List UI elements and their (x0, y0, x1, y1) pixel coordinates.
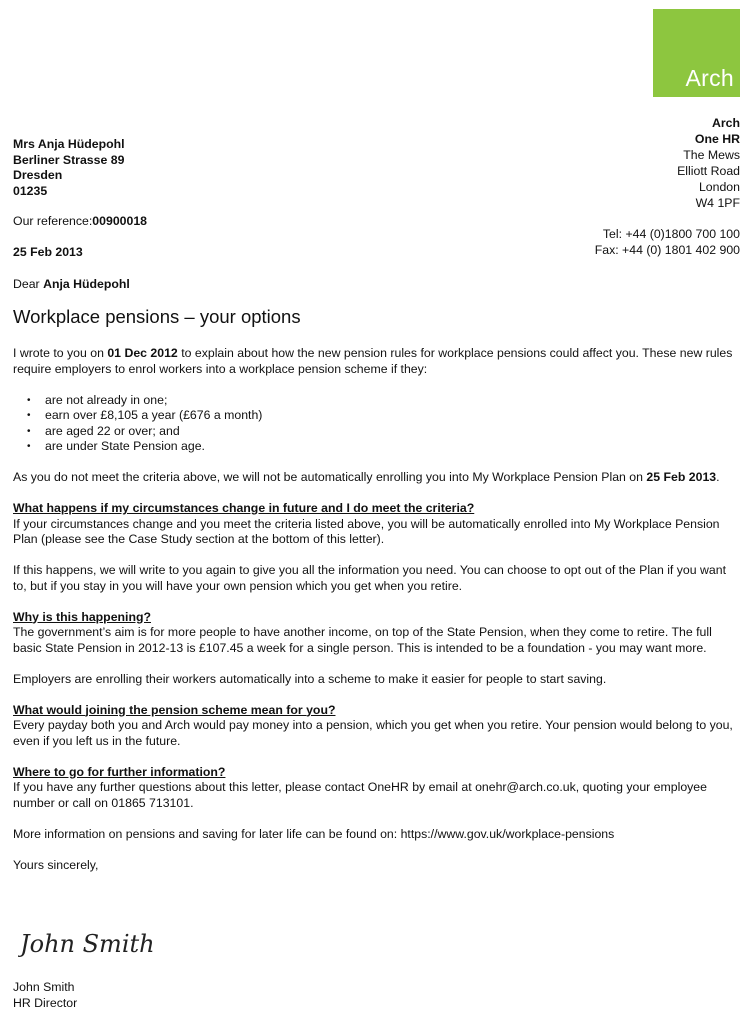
salutation (13, 277, 130, 293)
sender-company: Arch (711, 116, 740, 130)
section-text: If you have any further questions about this letter, please contact OneHR by email at onehr@arch.co.uk, quoting your employee number or call on 01865 713101. (13, 780, 707, 810)
reference (13, 214, 147, 230)
signatory (13, 980, 77, 1011)
not-meet-paragraph (13, 470, 743, 486)
change-section (13, 501, 743, 548)
signature-text: John Smith (20, 930, 155, 958)
arch-logo (653, 9, 740, 97)
section-paragraph: If this happens, we will write to you again to give you all the information you need. You can choose to opt out of the Plan if you want to, but if you stay in you will have your own pension which you get when you retire. (13, 563, 726, 593)
fax: Fax: +44 (0) 1801 402 900 (594, 243, 740, 257)
sender-address (677, 115, 740, 211)
intro-paragraph (13, 346, 743, 377)
recipient-address-line: Berliner Strasse 89 (13, 152, 125, 167)
recipient-address-line: Dresden (13, 168, 63, 182)
logo-text: Arch (685, 65, 734, 91)
closing: Yours sincerely, (13, 857, 99, 872)
section-paragraph: More information on pensions and saving for later life can be found on: https://www.gov.uk/workplace-pensions (13, 826, 615, 841)
intro-text: to explain about how the new pension rules for workplace pensions could affect you. These new rules require employers to enrol workers into a workplace pension scheme if they: (13, 346, 733, 376)
section-text: Every payday both you and Arch would pay money into a pension, which you get when you retire. Your pension would belong to you, even if you left us in the future. (13, 718, 733, 748)
letter-body (13, 346, 743, 889)
not-meet-text: . (716, 470, 720, 484)
reference-value: 00900018 (92, 214, 148, 228)
salutation-prefix: Dear (13, 277, 44, 291)
joining-section (13, 703, 743, 750)
list-item: • are under State Pension age. (29, 439, 743, 455)
telephone: Tel: +44 (0)1800 700 100 (602, 227, 740, 241)
not-meet-text: As you do not meet the criteria above, we will not be automatically enrolling you into My Workplace Pension Plan on (13, 470, 647, 484)
section-heading: Why is this happening? (13, 609, 151, 624)
section-heading: What happens if my circumstances change in future and I do meet the criteria? (13, 501, 475, 515)
why-section (13, 610, 743, 657)
section-paragraph: Employers are enrolling their workers automatically into a scheme to make it easier for people to start saving. (13, 671, 607, 686)
recipient-address (13, 137, 125, 199)
reference-label: Our reference: (13, 214, 93, 228)
intro-date: 01 Dec 2012 (107, 346, 178, 360)
sender-address-line: W4 1PF (695, 196, 740, 210)
letter-date: 25 Feb 2013 (13, 245, 83, 259)
criteria-list (13, 393, 743, 455)
list-item: • earn over £8,105 a year (£676 a month) (29, 408, 743, 424)
signatory-title: HR Director (13, 995, 78, 1010)
recipient-name: Mrs Anja Hüdepohl (13, 137, 125, 151)
list-item: • are not already in one; (29, 393, 743, 409)
list-item: • are aged 22 or over; and (29, 424, 743, 440)
signatory-name: John Smith (13, 980, 75, 994)
sender-address-line: The Mews (683, 148, 740, 162)
letter-title: Workplace pensions – your options (13, 306, 301, 327)
section-text: If your circumstances change and you meet the criteria listed above, you will be automatically enrolled into My Workplace Pension Plan (please see the Case Study section at the bottom of this letter). (13, 516, 720, 546)
signature-image (18, 924, 178, 964)
contact-details (595, 226, 740, 258)
section-heading: Where to go for further information? (13, 764, 226, 779)
salutation-name: Anja Hüdepohl (43, 277, 130, 291)
section-text: The government’s aim is for more people to have another income, on top of the State Pension, when they come to retire. The full basic State Pension in 2012-13 is £107.45 a week for a single person. This is intended to be a foundation - you may want more. (13, 625, 712, 655)
info-section (13, 765, 743, 812)
enrol-date: 25 Feb 2013 (646, 470, 717, 484)
sender-address-line: Elliott Road (677, 164, 740, 178)
sender-address-line: London (698, 180, 740, 194)
sender-department: One HR (694, 132, 740, 146)
section-heading: What would joining the pension scheme mean for you? (13, 702, 336, 717)
recipient-address-line: 01235 (13, 183, 48, 198)
intro-text: I wrote to you on (13, 346, 108, 360)
